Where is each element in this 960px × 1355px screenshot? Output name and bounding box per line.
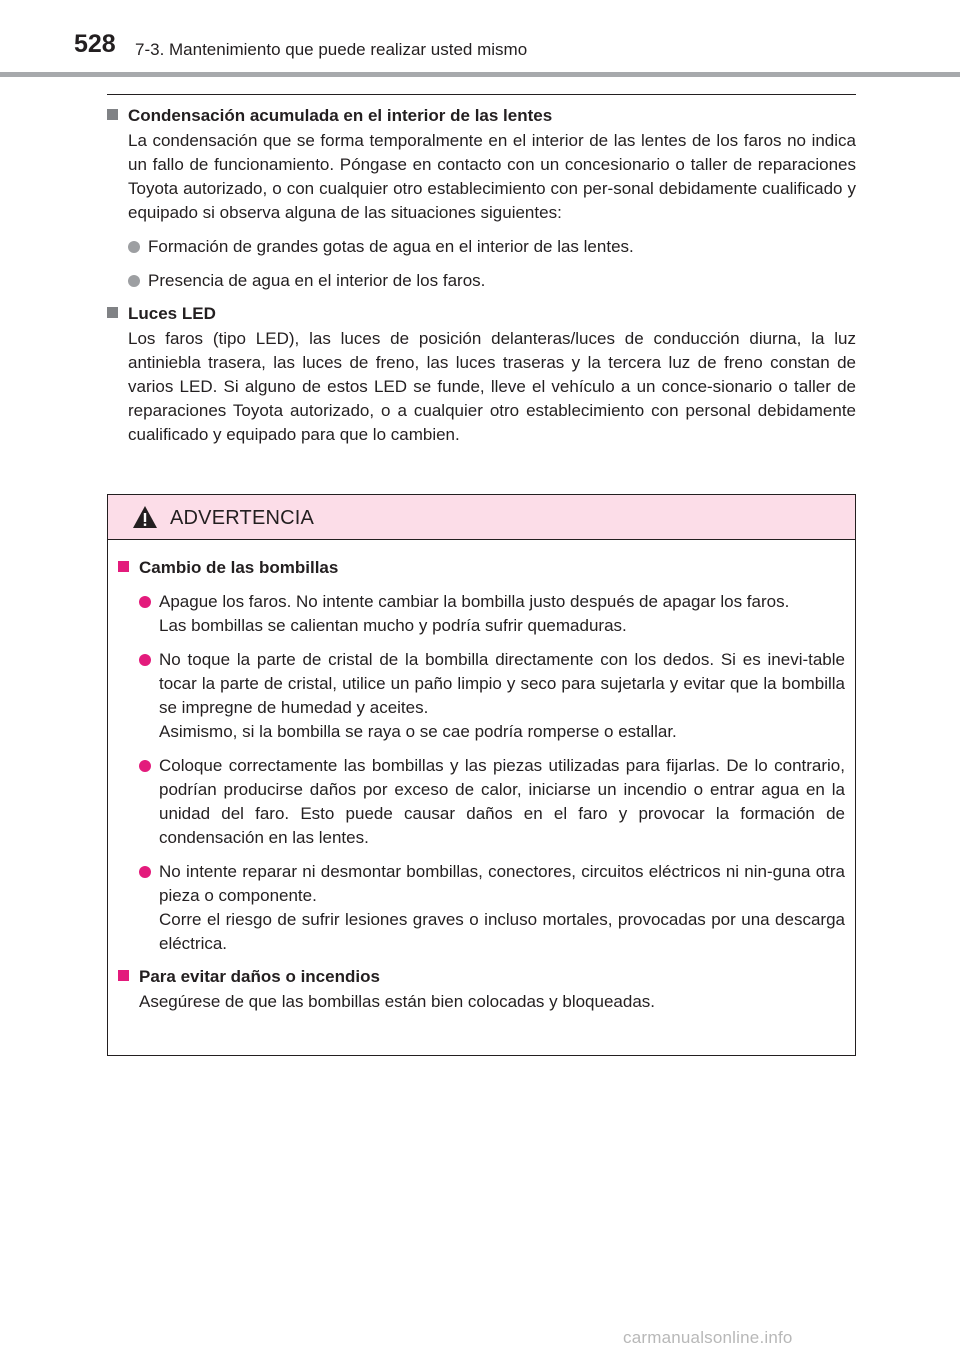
list-item: Formación de grandes gotas de agua en el interior de las lentes. bbox=[107, 235, 856, 259]
list-item: Presencia de agua en el interior de los faros. bbox=[107, 269, 856, 293]
page-number: 528 bbox=[74, 30, 116, 58]
main-content bbox=[107, 104, 856, 447]
square-bullet-icon bbox=[107, 307, 118, 318]
warning-box bbox=[107, 494, 856, 1056]
section-heading-condensation: Condensación acumulada en el interior de las lentes bbox=[107, 104, 856, 128]
square-bullet-icon bbox=[107, 109, 118, 120]
section-body-led: Los faros (tipo LED), las luces de posición delanteras/luces de conducción diurna, la luz antiniebla trasera, las luces de freno, las luces traseras y la tercera luz de freno constan de varios LED. Si alguno de estos LED se funde, lleve el vehículo a un conce-sionario o taller de reparaciones Toyota autorizado, o a cualquier otro establecimiento con personal debidamente cualificado y equipado para que lo cambien. bbox=[128, 329, 856, 444]
warning-heading-bulbs: Cambio de las bombillas bbox=[118, 556, 845, 580]
header-bar bbox=[0, 72, 960, 77]
warning-header bbox=[108, 495, 855, 540]
circle-bullet-icon bbox=[128, 241, 140, 253]
warning-heading-fire: Para evitar daños o incendios bbox=[118, 965, 845, 989]
page-header bbox=[0, 0, 960, 80]
list-item: Coloque correctamente las bombillas y las piezas utilizadas para fijarlas. De lo contrario, podrían producirse daños por exceso de calor, iniciarse un incendio o entrar agua en la unidad del faro. Esto puede causar daños en el faro y provocar la formación de condensación en las lentes. bbox=[118, 754, 845, 850]
warning-body bbox=[108, 540, 855, 1014]
section-title: 7-3. Mantenimiento que puede realizar usted mismo bbox=[135, 40, 528, 59]
top-rule bbox=[107, 94, 856, 95]
warning-body-fire: Asegúrese de que las bombillas están bien colocadas y bloqueadas. bbox=[139, 992, 656, 1011]
list-item: Apague los faros. No intente cambiar la bombilla justo después de apagar los faros. Las bombillas se calientan mucho y podría sufrir quemaduras. bbox=[118, 590, 845, 638]
circle-bullet-icon bbox=[139, 760, 151, 772]
circle-bullet-icon bbox=[139, 654, 151, 666]
warning-triangle-icon bbox=[132, 505, 158, 529]
watermark: carmanualsonline.info bbox=[623, 1328, 793, 1347]
circle-bullet-icon bbox=[128, 275, 140, 287]
warning-title: ADVERTENCIA bbox=[170, 507, 315, 529]
list-item: No intente reparar ni desmontar bombillas, conectores, circuitos eléctricos ni nin-guna otra pieza o componente. Corre el riesgo de sufrir lesiones graves o incluso mortales, provocadas por una descarga eléctrica. bbox=[118, 860, 845, 956]
square-bullet-icon bbox=[118, 561, 129, 572]
square-bullet-icon bbox=[118, 970, 129, 981]
section-body-condensation: La condensación que se forma temporalmente en el interior de las lentes de los faros no indica un fallo de funcionamiento. Póngase en contacto con un concesionario o taller de reparaciones Toyota autorizado, o con cualquier otro establecimiento con per-sonal debidamente cualificado y equipado si observa alguna de las situaciones siguientes: bbox=[128, 131, 856, 222]
circle-bullet-icon bbox=[139, 596, 151, 608]
circle-bullet-icon bbox=[139, 866, 151, 878]
section-heading-led: Luces LED bbox=[107, 302, 856, 326]
list-item: No toque la parte de cristal de la bombilla directamente con los dedos. Si es inevi-table tocar la parte de cristal, utilice un paño limpio y seco para sujetarla y evitar que la bombilla se impregne de humedad y aceites. Asimismo, si la bombilla se raya o se cae podría romperse o estallar. bbox=[118, 648, 845, 744]
